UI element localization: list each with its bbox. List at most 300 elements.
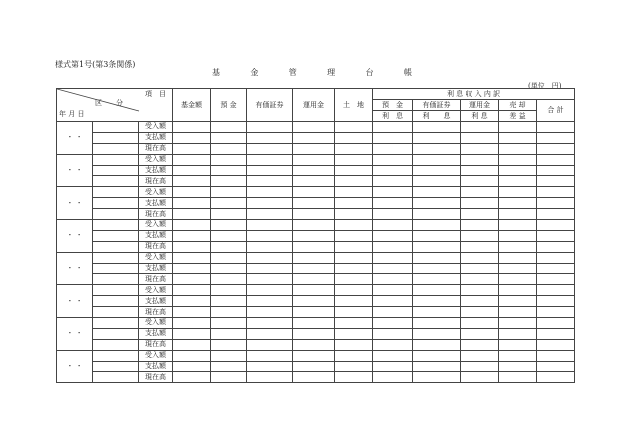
amount-cell[interactable] [461,154,499,165]
amount-cell[interactable] [499,122,537,133]
amount-cell[interactable] [211,230,247,241]
amount-cell[interactable] [499,285,537,296]
amount-cell[interactable] [499,132,537,143]
amount-cell[interactable] [335,154,373,165]
amount-cell[interactable] [537,296,575,307]
amount-cell[interactable] [335,361,373,372]
amount-cell[interactable] [335,187,373,198]
amount-cell[interactable] [211,154,247,165]
amount-cell[interactable] [413,209,461,220]
amount-cell[interactable] [211,132,247,143]
amount-cell[interactable] [537,187,575,198]
table-row [57,132,575,143]
amount-cell[interactable] [247,143,293,154]
category-cell[interactable] [93,361,139,372]
category-cell[interactable] [93,350,139,361]
amount-cell[interactable] [537,176,575,187]
amount-cell[interactable] [173,263,211,274]
amount-cell[interactable] [211,285,247,296]
category-cell[interactable] [93,252,139,263]
amount-cell[interactable] [499,361,537,372]
amount-cell[interactable] [247,252,293,263]
amount-cell[interactable] [293,328,335,339]
amount-cell[interactable] [499,187,537,198]
amount-cell[interactable] [537,361,575,372]
amount-cell[interactable] [373,361,413,372]
category-cell[interactable] [93,154,139,165]
amount-cell[interactable] [373,296,413,307]
amount-cell[interactable] [293,318,335,329]
amount-cell[interactable] [211,220,247,231]
amount-cell[interactable] [499,318,537,329]
amount-cell[interactable] [461,350,499,361]
amount-cell[interactable] [461,143,499,154]
amount-cell[interactable] [413,372,461,383]
amount-cell[interactable] [173,241,211,252]
amount-cell[interactable] [373,198,413,209]
amount-cell[interactable] [247,274,293,285]
amount-cell[interactable] [537,241,575,252]
amount-cell[interactable] [537,372,575,383]
amount-cell[interactable] [413,230,461,241]
amount-cell[interactable] [293,209,335,220]
amount-cell[interactable] [293,220,335,231]
amount-cell[interactable] [499,165,537,176]
amount-cell[interactable] [537,252,575,263]
header-category: 区 分 [95,99,123,107]
amount-cell[interactable] [173,132,211,143]
amount-cell[interactable] [461,209,499,220]
amount-cell[interactable] [373,274,413,285]
amount-cell[interactable] [373,350,413,361]
title-char: 帳 [403,68,412,77]
amount-cell[interactable] [335,339,373,350]
amount-cell[interactable] [413,350,461,361]
amount-cell[interactable] [373,285,413,296]
amount-cell[interactable] [413,361,461,372]
amount-cell[interactable] [413,263,461,274]
amount-cell[interactable] [413,307,461,318]
amount-cell[interactable] [373,241,413,252]
row-label: 受入額 [139,318,173,329]
amount-cell[interactable] [247,350,293,361]
amount-cell[interactable] [537,220,575,231]
amount-cell[interactable] [413,143,461,154]
amount-cell[interactable] [461,263,499,274]
amount-cell[interactable] [335,176,373,187]
amount-cell[interactable] [293,252,335,263]
amount-cell[interactable] [211,241,247,252]
category-cell[interactable] [93,263,139,274]
category-cell[interactable] [93,230,139,241]
amount-cell[interactable] [173,154,211,165]
amount-cell[interactable] [537,339,575,350]
amount-cell[interactable] [537,307,575,318]
category-cell[interactable] [93,132,139,143]
amount-cell[interactable] [293,263,335,274]
amount-cell[interactable] [461,176,499,187]
date-cell[interactable]: ・ ・ [57,252,93,285]
amount-cell[interactable] [173,143,211,154]
amount-cell[interactable] [537,132,575,143]
amount-cell[interactable] [247,372,293,383]
amount-cell[interactable] [499,339,537,350]
amount-cell[interactable] [373,339,413,350]
category-cell[interactable] [93,285,139,296]
category-cell[interactable] [93,209,139,220]
amount-cell[interactable] [335,328,373,339]
amount-cell[interactable] [373,252,413,263]
amount-cell[interactable] [537,318,575,329]
category-cell[interactable] [93,318,139,329]
amount-cell[interactable] [293,285,335,296]
table-row [57,328,575,339]
header-interest-col: 利 息 [373,111,413,122]
category-cell[interactable] [93,176,139,187]
amount-cell[interactable] [499,263,537,274]
amount-cell[interactable] [335,230,373,241]
amount-cell[interactable] [413,296,461,307]
amount-cell[interactable] [373,263,413,274]
amount-cell[interactable] [247,209,293,220]
amount-cell[interactable] [293,122,335,133]
amount-cell[interactable] [247,132,293,143]
amount-cell[interactable] [335,252,373,263]
amount-cell[interactable] [413,122,461,133]
amount-cell[interactable] [373,187,413,198]
amount-cell[interactable] [461,274,499,285]
amount-cell[interactable] [413,274,461,285]
amount-cell[interactable] [373,154,413,165]
amount-cell[interactable] [461,241,499,252]
date-cell[interactable]: ・ ・ [57,285,93,318]
amount-cell[interactable] [247,307,293,318]
amount-cell[interactable] [247,328,293,339]
amount-cell[interactable] [247,361,293,372]
amount-cell[interactable] [211,209,247,220]
amount-cell[interactable] [413,285,461,296]
header-interest-col: 利 息 [413,111,461,122]
amount-cell[interactable] [413,318,461,329]
amount-cell[interactable] [537,328,575,339]
row-label: 現在高 [139,209,173,220]
row-label: 現在高 [139,176,173,187]
amount-cell[interactable] [293,339,335,350]
amount-cell[interactable] [499,296,537,307]
amount-cell[interactable] [173,328,211,339]
amount-cell[interactable] [499,143,537,154]
amount-cell[interactable] [173,372,211,383]
amount-cell[interactable] [293,361,335,372]
amount-cell[interactable] [373,220,413,231]
header-col: 土 地 [335,89,373,122]
amount-cell[interactable] [293,241,335,252]
amount-cell[interactable] [335,143,373,154]
header-total: 合 計 [537,100,575,122]
amount-cell[interactable] [537,198,575,209]
amount-cell[interactable] [211,252,247,263]
amount-cell[interactable] [247,296,293,307]
amount-cell[interactable] [413,339,461,350]
amount-cell[interactable] [499,328,537,339]
amount-cell[interactable] [499,176,537,187]
category-cell[interactable] [93,143,139,154]
amount-cell[interactable] [461,318,499,329]
amount-cell[interactable] [247,230,293,241]
amount-cell[interactable] [537,274,575,285]
amount-cell[interactable] [373,230,413,241]
amount-cell[interactable] [173,187,211,198]
category-cell[interactable] [93,165,139,176]
row-label: 支払額 [139,132,173,143]
table-row [57,307,575,318]
category-cell[interactable] [93,220,139,231]
amount-cell[interactable] [499,274,537,285]
category-cell[interactable] [93,198,139,209]
amount-cell[interactable] [461,252,499,263]
amount-cell[interactable] [499,372,537,383]
amount-cell[interactable] [413,328,461,339]
amount-cell[interactable] [173,230,211,241]
amount-cell[interactable] [247,263,293,274]
amount-cell[interactable] [499,350,537,361]
amount-cell[interactable] [211,318,247,329]
amount-cell[interactable] [537,122,575,133]
category-cell[interactable] [93,328,139,339]
amount-cell[interactable] [173,252,211,263]
category-cell[interactable] [93,274,139,285]
amount-cell[interactable] [211,307,247,318]
amount-cell[interactable] [461,198,499,209]
amount-cell[interactable] [247,339,293,350]
amount-cell[interactable] [413,241,461,252]
amount-cell[interactable] [247,241,293,252]
header-interest-col: 利 息 [461,111,499,122]
amount-cell[interactable] [293,274,335,285]
amount-cell[interactable] [247,285,293,296]
date-cell[interactable]: ・ ・ [57,122,93,155]
amount-cell[interactable] [173,122,211,133]
amount-cell[interactable] [373,318,413,329]
amount-cell[interactable] [173,209,211,220]
amount-cell[interactable] [293,143,335,154]
amount-cell[interactable] [413,187,461,198]
table-row [57,361,575,372]
amount-cell[interactable] [173,165,211,176]
amount-cell[interactable] [211,263,247,274]
amount-cell[interactable] [461,187,499,198]
amount-cell[interactable] [247,122,293,133]
date-cell[interactable]: ・ ・ [57,187,93,220]
amount-cell[interactable] [211,122,247,133]
amount-cell[interactable] [499,154,537,165]
amount-cell[interactable] [293,132,335,143]
amount-cell[interactable] [461,285,499,296]
amount-cell[interactable] [537,143,575,154]
title-char: 管 [288,68,297,77]
amount-cell[interactable] [335,165,373,176]
amount-cell[interactable] [335,285,373,296]
amount-cell[interactable] [293,350,335,361]
amount-cell[interactable] [537,154,575,165]
amount-cell[interactable] [335,220,373,231]
amount-cell[interactable] [211,361,247,372]
amount-cell[interactable] [373,209,413,220]
date-cell[interactable]: ・ ・ [57,154,93,187]
amount-cell[interactable] [373,176,413,187]
date-cell[interactable]: ・ ・ [57,220,93,253]
amount-cell[interactable] [537,285,575,296]
amount-cell[interactable] [211,350,247,361]
category-cell[interactable] [93,122,139,133]
amount-cell[interactable] [211,339,247,350]
amount-cell[interactable] [247,176,293,187]
amount-cell[interactable] [247,198,293,209]
amount-cell[interactable] [293,372,335,383]
amount-cell[interactable] [173,350,211,361]
amount-cell[interactable] [293,198,335,209]
table-row [57,296,575,307]
table-row [57,263,575,274]
category-cell[interactable] [93,307,139,318]
amount-cell[interactable] [461,165,499,176]
amount-cell[interactable] [173,220,211,231]
amount-cell[interactable] [461,361,499,372]
amount-cell[interactable] [335,241,373,252]
amount-cell[interactable] [537,230,575,241]
amount-cell[interactable] [247,165,293,176]
amount-cell[interactable] [499,252,537,263]
amount-cell[interactable] [335,307,373,318]
amount-cell[interactable] [293,187,335,198]
amount-cell[interactable] [293,296,335,307]
amount-cell[interactable] [211,165,247,176]
row-label: 現在高 [139,307,173,318]
amount-cell[interactable] [293,154,335,165]
amount-cell[interactable] [413,198,461,209]
amount-cell[interactable] [373,122,413,133]
category-cell[interactable] [93,241,139,252]
table-row [57,143,575,154]
amount-cell[interactable] [461,230,499,241]
category-cell[interactable] [93,372,139,383]
row-label: 現在高 [139,339,173,350]
date-cell[interactable]: ・ ・ [57,350,93,383]
category-cell[interactable] [93,187,139,198]
amount-cell[interactable] [499,230,537,241]
amount-cell[interactable] [211,372,247,383]
unit-label: (単位 円) [528,82,562,90]
amount-cell[interactable] [335,318,373,329]
amount-cell[interactable] [461,339,499,350]
amount-cell[interactable] [461,328,499,339]
amount-cell[interactable] [537,165,575,176]
amount-cell[interactable] [499,209,537,220]
amount-cell[interactable] [537,263,575,274]
table-row [57,154,575,165]
amount-cell[interactable] [335,198,373,209]
table-row [57,241,575,252]
amount-cell[interactable] [247,318,293,329]
amount-cell[interactable] [335,274,373,285]
amount-cell[interactable] [211,187,247,198]
amount-cell[interactable] [461,132,499,143]
amount-cell[interactable] [461,220,499,231]
amount-cell[interactable] [413,154,461,165]
amount-cell[interactable] [335,132,373,143]
amount-cell[interactable] [335,372,373,383]
amount-cell[interactable] [173,198,211,209]
amount-cell[interactable] [211,143,247,154]
amount-cell[interactable] [461,296,499,307]
amount-cell[interactable] [211,274,247,285]
amount-cell[interactable] [335,122,373,133]
amount-cell[interactable] [413,132,461,143]
amount-cell[interactable] [247,187,293,198]
amount-cell[interactable] [499,241,537,252]
amount-cell[interactable] [173,274,211,285]
amount-cell[interactable] [461,122,499,133]
amount-cell[interactable] [211,296,247,307]
amount-cell[interactable] [537,350,575,361]
amount-cell[interactable] [373,143,413,154]
amount-cell[interactable] [293,165,335,176]
amount-cell[interactable] [173,285,211,296]
amount-cell[interactable] [211,328,247,339]
amount-cell[interactable] [247,154,293,165]
amount-cell[interactable] [173,339,211,350]
amount-cell[interactable] [247,220,293,231]
amount-cell[interactable] [373,165,413,176]
date-cell[interactable]: ・ ・ [57,318,93,351]
amount-cell[interactable] [293,307,335,318]
row-label: 受入額 [139,252,173,263]
amount-cell[interactable] [173,307,211,318]
amount-cell[interactable] [211,198,247,209]
amount-cell[interactable] [413,176,461,187]
amount-cell[interactable] [499,307,537,318]
amount-cell[interactable] [173,361,211,372]
amount-cell[interactable] [461,307,499,318]
amount-cell[interactable] [173,296,211,307]
amount-cell[interactable] [173,318,211,329]
fund-ledger-table [56,88,575,383]
amount-cell[interactable] [373,328,413,339]
amount-cell[interactable] [461,372,499,383]
amount-cell[interactable] [335,296,373,307]
amount-cell[interactable] [173,176,211,187]
amount-cell[interactable] [373,307,413,318]
amount-cell[interactable] [293,176,335,187]
amount-cell[interactable] [373,132,413,143]
table-row [57,209,575,220]
amount-cell[interactable] [413,165,461,176]
amount-cell[interactable] [211,176,247,187]
amount-cell[interactable] [335,209,373,220]
amount-cell[interactable] [499,198,537,209]
amount-cell[interactable] [537,209,575,220]
category-cell[interactable] [93,339,139,350]
amount-cell[interactable] [413,252,461,263]
amount-cell[interactable] [499,220,537,231]
category-cell[interactable] [93,296,139,307]
amount-cell[interactable] [373,372,413,383]
amount-cell[interactable] [335,350,373,361]
amount-cell[interactable] [335,263,373,274]
amount-cell[interactable] [293,230,335,241]
amount-cell[interactable] [413,220,461,231]
table-row [57,252,575,263]
